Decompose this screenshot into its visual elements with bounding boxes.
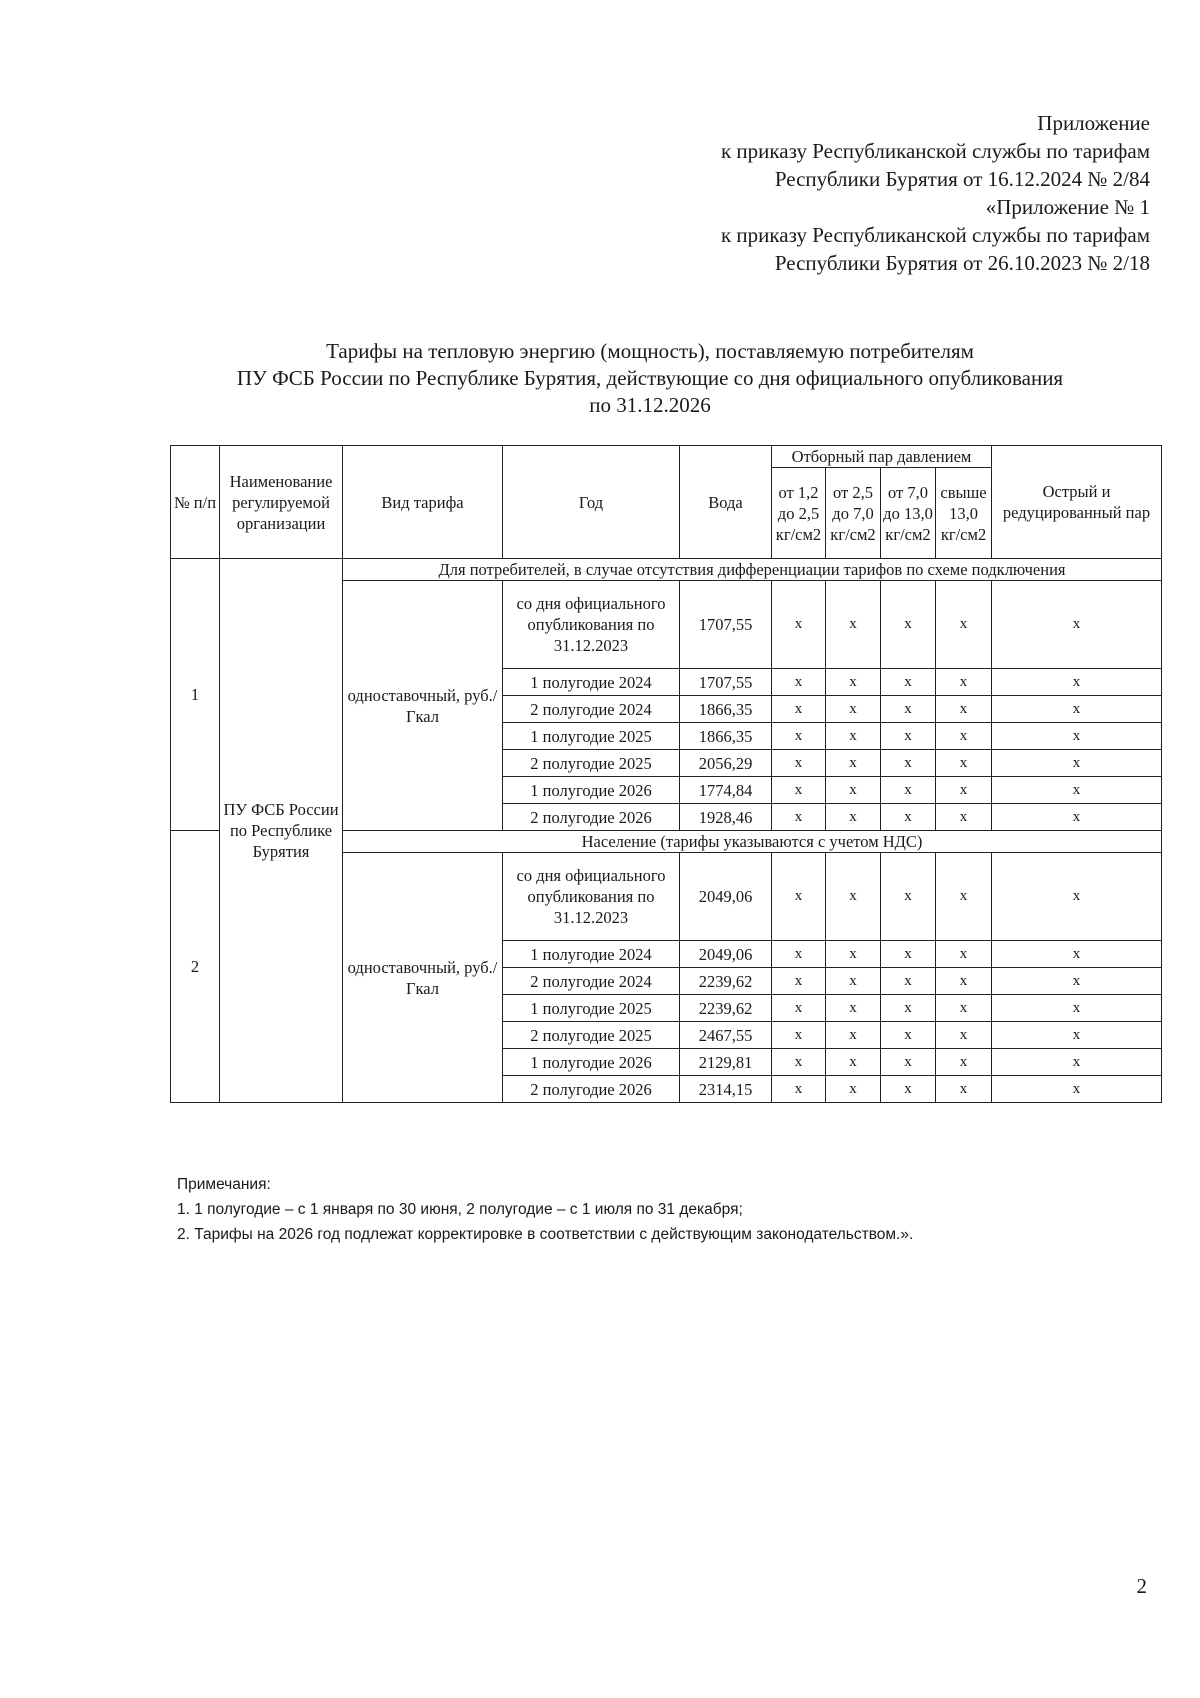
steam-1-value: x bbox=[772, 1022, 826, 1049]
steam-1-value: x bbox=[772, 669, 826, 696]
row-number: 1 bbox=[171, 559, 220, 831]
header-water: Вода bbox=[680, 446, 772, 559]
steam-2-value: x bbox=[826, 581, 881, 669]
steam-3-value: x bbox=[881, 1076, 936, 1103]
sharp-steam-value: x bbox=[992, 804, 1162, 831]
steam-1-value: x bbox=[772, 1049, 826, 1076]
water-value: 2129,81 bbox=[680, 1049, 772, 1076]
period: 2 полугодие 2026 bbox=[503, 804, 680, 831]
water-value: 2467,55 bbox=[680, 1022, 772, 1049]
steam-3-value: x bbox=[881, 750, 936, 777]
period: 1 полугодие 2026 bbox=[503, 1049, 680, 1076]
sharp-steam-value: x bbox=[992, 1022, 1162, 1049]
header-steam-2: от 2,5 до 7,0 кг/см2 bbox=[826, 468, 881, 559]
water-value: 1866,35 bbox=[680, 723, 772, 750]
water-value: 2049,06 bbox=[680, 853, 772, 941]
water-value: 1707,55 bbox=[680, 669, 772, 696]
steam-2-value: x bbox=[826, 777, 881, 804]
steam-3-value: x bbox=[881, 968, 936, 995]
sharp-steam-value: x bbox=[992, 750, 1162, 777]
steam-4-value: x bbox=[936, 1076, 992, 1103]
tariff-table bbox=[170, 445, 1162, 1103]
steam-2-value: x bbox=[826, 853, 881, 941]
period: 1 полугодие 2024 bbox=[503, 941, 680, 968]
steam-4-value: x bbox=[936, 1049, 992, 1076]
steam-4-value: x bbox=[936, 696, 992, 723]
steam-3-value: x bbox=[881, 777, 936, 804]
steam-2-value: x bbox=[826, 1049, 881, 1076]
steam-1-value: x bbox=[772, 941, 826, 968]
steam-4-value: x bbox=[936, 995, 992, 1022]
steam-3-value: x bbox=[881, 696, 936, 723]
steam-2-value: x bbox=[826, 750, 881, 777]
section-label: Для потребителей, в случае отсутствия дифференциации тарифов по схеме подключения bbox=[343, 559, 1162, 581]
steam-2-value: x bbox=[826, 723, 881, 750]
steam-3-value: x bbox=[881, 723, 936, 750]
steam-1-value: x bbox=[772, 804, 826, 831]
steam-1-value: x bbox=[772, 581, 826, 669]
steam-4-value: x bbox=[936, 804, 992, 831]
period: 2 полугодие 2024 bbox=[503, 696, 680, 723]
steam-4-value: x bbox=[936, 853, 992, 941]
steam-3-value: x bbox=[881, 581, 936, 669]
note-item: 1. 1 полугодие – с 1 января по 30 июня, 2 полугодие – с 1 июля по 31 декабря; bbox=[177, 1201, 743, 1218]
sharp-steam-value: x bbox=[992, 941, 1162, 968]
sharp-steam-value: x bbox=[992, 669, 1162, 696]
steam-3-value: x bbox=[881, 804, 936, 831]
header-organization: Наименование регулируемой организации bbox=[220, 446, 343, 559]
steam-2-value: x bbox=[826, 1022, 881, 1049]
steam-1-value: x bbox=[772, 853, 826, 941]
period: 2 полугодие 2025 bbox=[503, 750, 680, 777]
organization-name: ПУ ФСБ России по Республике Бурятия bbox=[220, 559, 343, 1103]
steam-1-value: x bbox=[772, 1076, 826, 1103]
appendix-line: к приказу Республиканской службы по тарифам bbox=[720, 139, 1150, 163]
header-steam-4: свыше 13,0 кг/см2 bbox=[936, 468, 992, 559]
sharp-steam-value: x bbox=[992, 696, 1162, 723]
steam-3-value: x bbox=[881, 995, 936, 1022]
steam-2-value: x bbox=[826, 995, 881, 1022]
steam-1-value: x bbox=[772, 696, 826, 723]
sharp-steam-value: x bbox=[992, 853, 1162, 941]
page-number: 2 bbox=[1136, 1574, 1147, 1598]
row-number: 2 bbox=[171, 831, 220, 1103]
notes-heading: Примечания: bbox=[177, 1176, 271, 1193]
steam-2-value: x bbox=[826, 696, 881, 723]
header-sharp-steam: Острый и редуцированный пар bbox=[992, 446, 1162, 559]
header-tariff-type: Вид тарифа bbox=[343, 446, 503, 559]
steam-4-value: x bbox=[936, 723, 992, 750]
sharp-steam-value: x bbox=[992, 581, 1162, 669]
period: 2 полугодие 2026 bbox=[503, 1076, 680, 1103]
header-num: № п/п bbox=[171, 446, 220, 559]
steam-1-value: x bbox=[772, 995, 826, 1022]
period: 1 полугодие 2025 bbox=[503, 995, 680, 1022]
appendix-line: «Приложение № 1 bbox=[985, 195, 1150, 219]
steam-2-value: x bbox=[826, 968, 881, 995]
sharp-steam-value: x bbox=[992, 1076, 1162, 1103]
section-label: Население (тарифы указываются с учетом НДС) bbox=[343, 831, 1162, 853]
steam-2-value: x bbox=[826, 1076, 881, 1103]
steam-3-value: x bbox=[881, 941, 936, 968]
steam-1-value: x bbox=[772, 777, 826, 804]
tariff-type: одноставочный, руб./Гкал bbox=[343, 853, 503, 1103]
sharp-steam-value: x bbox=[992, 1049, 1162, 1076]
steam-3-value: x bbox=[881, 853, 936, 941]
tariff-type: одноставочный, руб./Гкал bbox=[343, 581, 503, 831]
period: 2 полугодие 2024 bbox=[503, 968, 680, 995]
steam-4-value: x bbox=[936, 669, 992, 696]
appendix-line: Приложение bbox=[1037, 111, 1150, 135]
steam-3-value: x bbox=[881, 1049, 936, 1076]
water-value: 2239,62 bbox=[680, 968, 772, 995]
steam-1-value: x bbox=[772, 968, 826, 995]
header-steam-3: от 7,0 до 13,0 кг/см2 bbox=[881, 468, 936, 559]
appendix-line: к приказу Республиканской службы по тарифам bbox=[720, 223, 1150, 247]
period: 1 полугодие 2025 bbox=[503, 723, 680, 750]
sharp-steam-value: x bbox=[992, 777, 1162, 804]
appendix-line: Республики Бурятия от 26.10.2023 № 2/18 bbox=[774, 251, 1150, 275]
steam-1-value: x bbox=[772, 723, 826, 750]
title-line: ПУ ФСБ России по Республике Бурятия, действующие со дня официального опубликования bbox=[236, 366, 1064, 390]
steam-2-value: x bbox=[826, 669, 881, 696]
steam-2-value: x bbox=[826, 941, 881, 968]
water-value: 1774,84 bbox=[680, 777, 772, 804]
steam-4-value: x bbox=[936, 777, 992, 804]
period: со дня официального опубликования по 31.12.2023 bbox=[503, 581, 680, 669]
header-steam-group: Отборный пар давлением bbox=[772, 446, 992, 468]
steam-4-value: x bbox=[936, 1022, 992, 1049]
period: 1 полугодие 2026 bbox=[503, 777, 680, 804]
sharp-steam-value: x bbox=[992, 968, 1162, 995]
title-line: Тарифы на тепловую энергию (мощность), поставляемую потребителям bbox=[326, 339, 974, 363]
water-value: 2049,06 bbox=[680, 941, 772, 968]
water-value: 2056,29 bbox=[680, 750, 772, 777]
water-value: 2314,15 bbox=[680, 1076, 772, 1103]
steam-4-value: x bbox=[936, 750, 992, 777]
steam-4-value: x bbox=[936, 941, 992, 968]
document-title bbox=[150, 338, 1150, 419]
water-value: 2239,62 bbox=[680, 995, 772, 1022]
header-year: Год bbox=[503, 446, 680, 559]
period: 1 полугодие 2024 bbox=[503, 669, 680, 696]
water-value: 1866,35 bbox=[680, 696, 772, 723]
water-value: 1928,46 bbox=[680, 804, 772, 831]
title-line: по 31.12.2026 bbox=[589, 393, 711, 417]
period: 2 полугодие 2025 bbox=[503, 1022, 680, 1049]
note-item: 2. Тарифы на 2026 год подлежат корректировке в соответствии с действующим законодательством.». bbox=[177, 1226, 914, 1243]
steam-4-value: x bbox=[936, 968, 992, 995]
appendix-line: Республики Бурятия от 16.12.2024 № 2/84 bbox=[774, 167, 1150, 191]
steam-2-value: x bbox=[826, 804, 881, 831]
appendix-block bbox=[721, 109, 1150, 277]
steam-4-value: x bbox=[936, 581, 992, 669]
sharp-steam-value: x bbox=[992, 995, 1162, 1022]
header-steam-1: от 1,2 до 2,5 кг/см2 bbox=[772, 468, 826, 559]
steam-3-value: x bbox=[881, 669, 936, 696]
steam-3-value: x bbox=[881, 1022, 936, 1049]
notes-block bbox=[177, 1172, 913, 1247]
sharp-steam-value: x bbox=[992, 723, 1162, 750]
steam-1-value: x bbox=[772, 750, 826, 777]
period: со дня официального опубликования по 31.12.2023 bbox=[503, 853, 680, 941]
water-value: 1707,55 bbox=[680, 581, 772, 669]
